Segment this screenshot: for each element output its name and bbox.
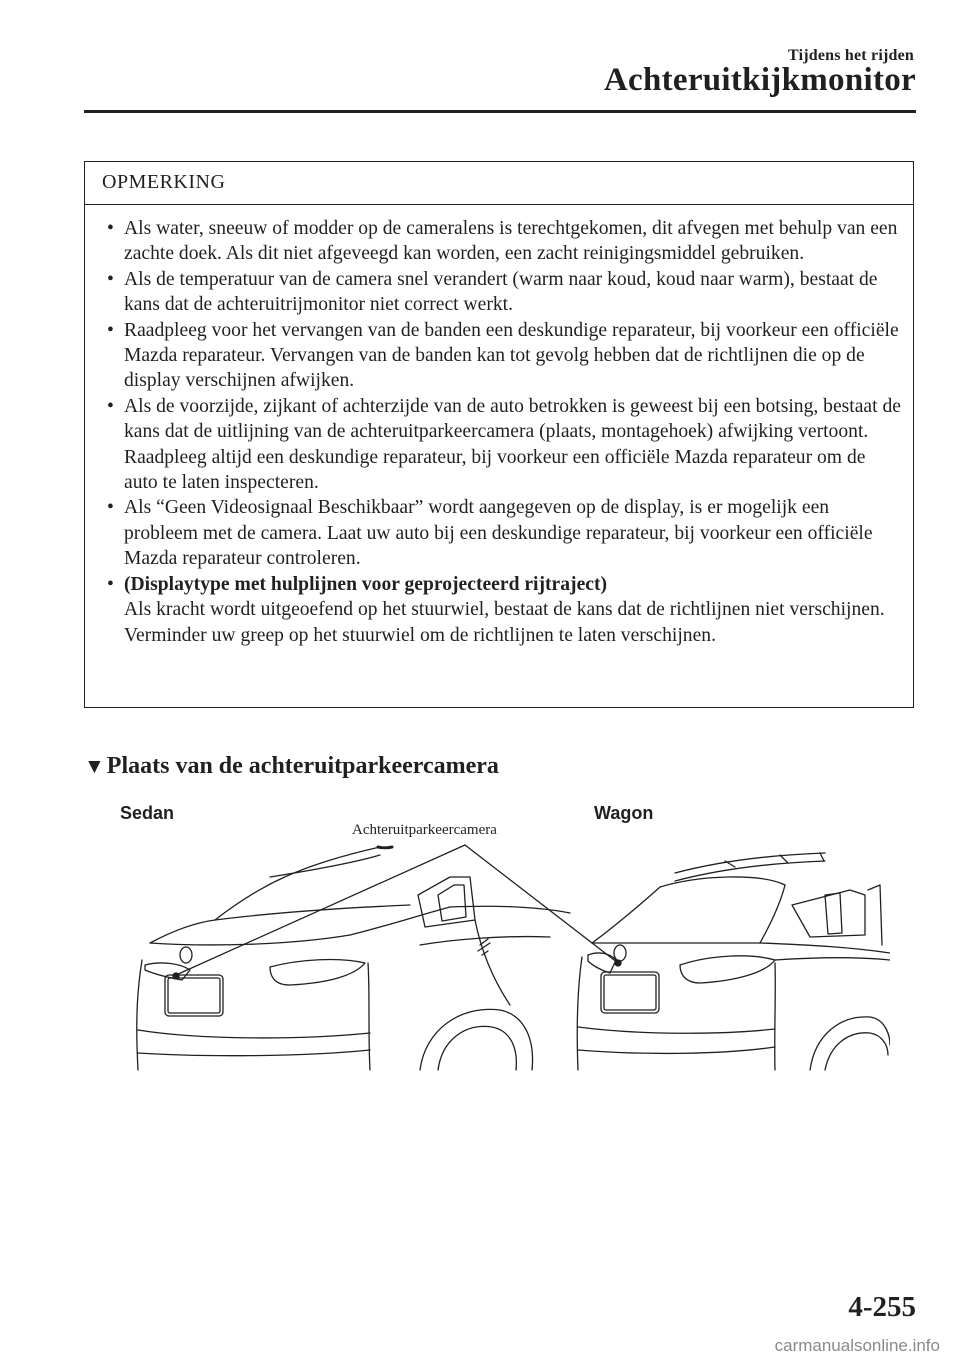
- note-item: [85, 318, 913, 394]
- bullet: •: [107, 573, 114, 595]
- watermark: carmanualsonline.info: [774, 1336, 940, 1355]
- page-number: 4-255: [848, 1291, 916, 1323]
- bullet: •: [107, 395, 114, 417]
- note-item: [85, 216, 913, 267]
- wagon-car-drawing: [577, 853, 890, 1070]
- note-item-text: Als kracht wordt uitgeoefend op het stuurwiel, bestaat de kans dat de richtlijnen niet verschijnen. Verminder uw greep op het stuurwiel om de richtlijnen te laten verschijnen.: [124, 599, 885, 646]
- section-heading: [84, 753, 499, 780]
- camera-callout: Achteruitparkeercamera: [352, 822, 497, 838]
- bullet: •: [107, 218, 114, 239]
- wagon-label: Wagon: [594, 803, 654, 823]
- note-box: [84, 161, 914, 708]
- note-item: [85, 495, 913, 571]
- note-item: [85, 572, 913, 648]
- bullet: •: [107, 497, 114, 519]
- sedan-car-drawing: [137, 847, 570, 1070]
- bullet: •: [107, 319, 114, 341]
- note-item-bold: (Displaytype met hulplijnen voor geprojecteerd rijtraject): [124, 573, 608, 595]
- note-item: [85, 267, 913, 318]
- page-title: Achteruitkijkmonitor: [603, 62, 916, 98]
- camera-location-figure: [120, 795, 890, 1085]
- note-item: [85, 394, 913, 496]
- section-heading-text: Plaats van de achteruitparkeercamera: [106, 753, 499, 779]
- car-illustration: [120, 795, 890, 1085]
- bullet: •: [107, 268, 114, 290]
- note-list: [85, 216, 913, 648]
- note-item-text: Als water, sneeuw of modder op de cameralens is terechtgekomen, dit afvegen met behulp van een zachte doek. Als dit niet afgeveegd kan worden, een zacht reinigingsmiddel gebruiken.: [124, 218, 898, 265]
- note-item-text: Als de temperatuur van de camera snel verandert (warm naar koud, koud naar warm), bestaat de kans dat de achteruitrijmonitor niet correct werkt.: [124, 268, 878, 316]
- chapter-label: Tijdens het rijden: [788, 47, 914, 64]
- sedan-label: Sedan: [120, 803, 175, 823]
- note-item-text: Raadpleeg voor het vervangen van de banden een deskundige reparateur, bij voorkeur een officiële Mazda reparateur. Vervangen van de banden kan tot gevolg hebben dat de richtlijnen die op de display verschijnen afwijken.: [124, 319, 899, 392]
- note-divider: [85, 204, 913, 205]
- note-item-text: Als de voorzijde, zijkant of achterzijde van de auto betrokken is geweest bij een botsing, bestaat de kans dat de uitlijning van de achteruitparkeercamera (plaats, montagehoek) afwijking vertoont. Raadpleeg altijd een deskundige reparateur, bij voorkeur een officiële Mazda reparateur om de auto te laten inspecteren.: [124, 395, 901, 494]
- note-title: OPMERKING: [102, 171, 226, 193]
- note-item-text: Als “Geen Videosignaal Beschikbaar” wordt aangegeven op de display, is er mogelijk een probleem met de camera. Laat uw auto bij een deskundige reparateur, bij voorkeur een officiële Mazda reparateur controleren.: [124, 497, 873, 570]
- header-rule: [84, 110, 916, 113]
- triangle-down-icon: ▼: [84, 754, 105, 778]
